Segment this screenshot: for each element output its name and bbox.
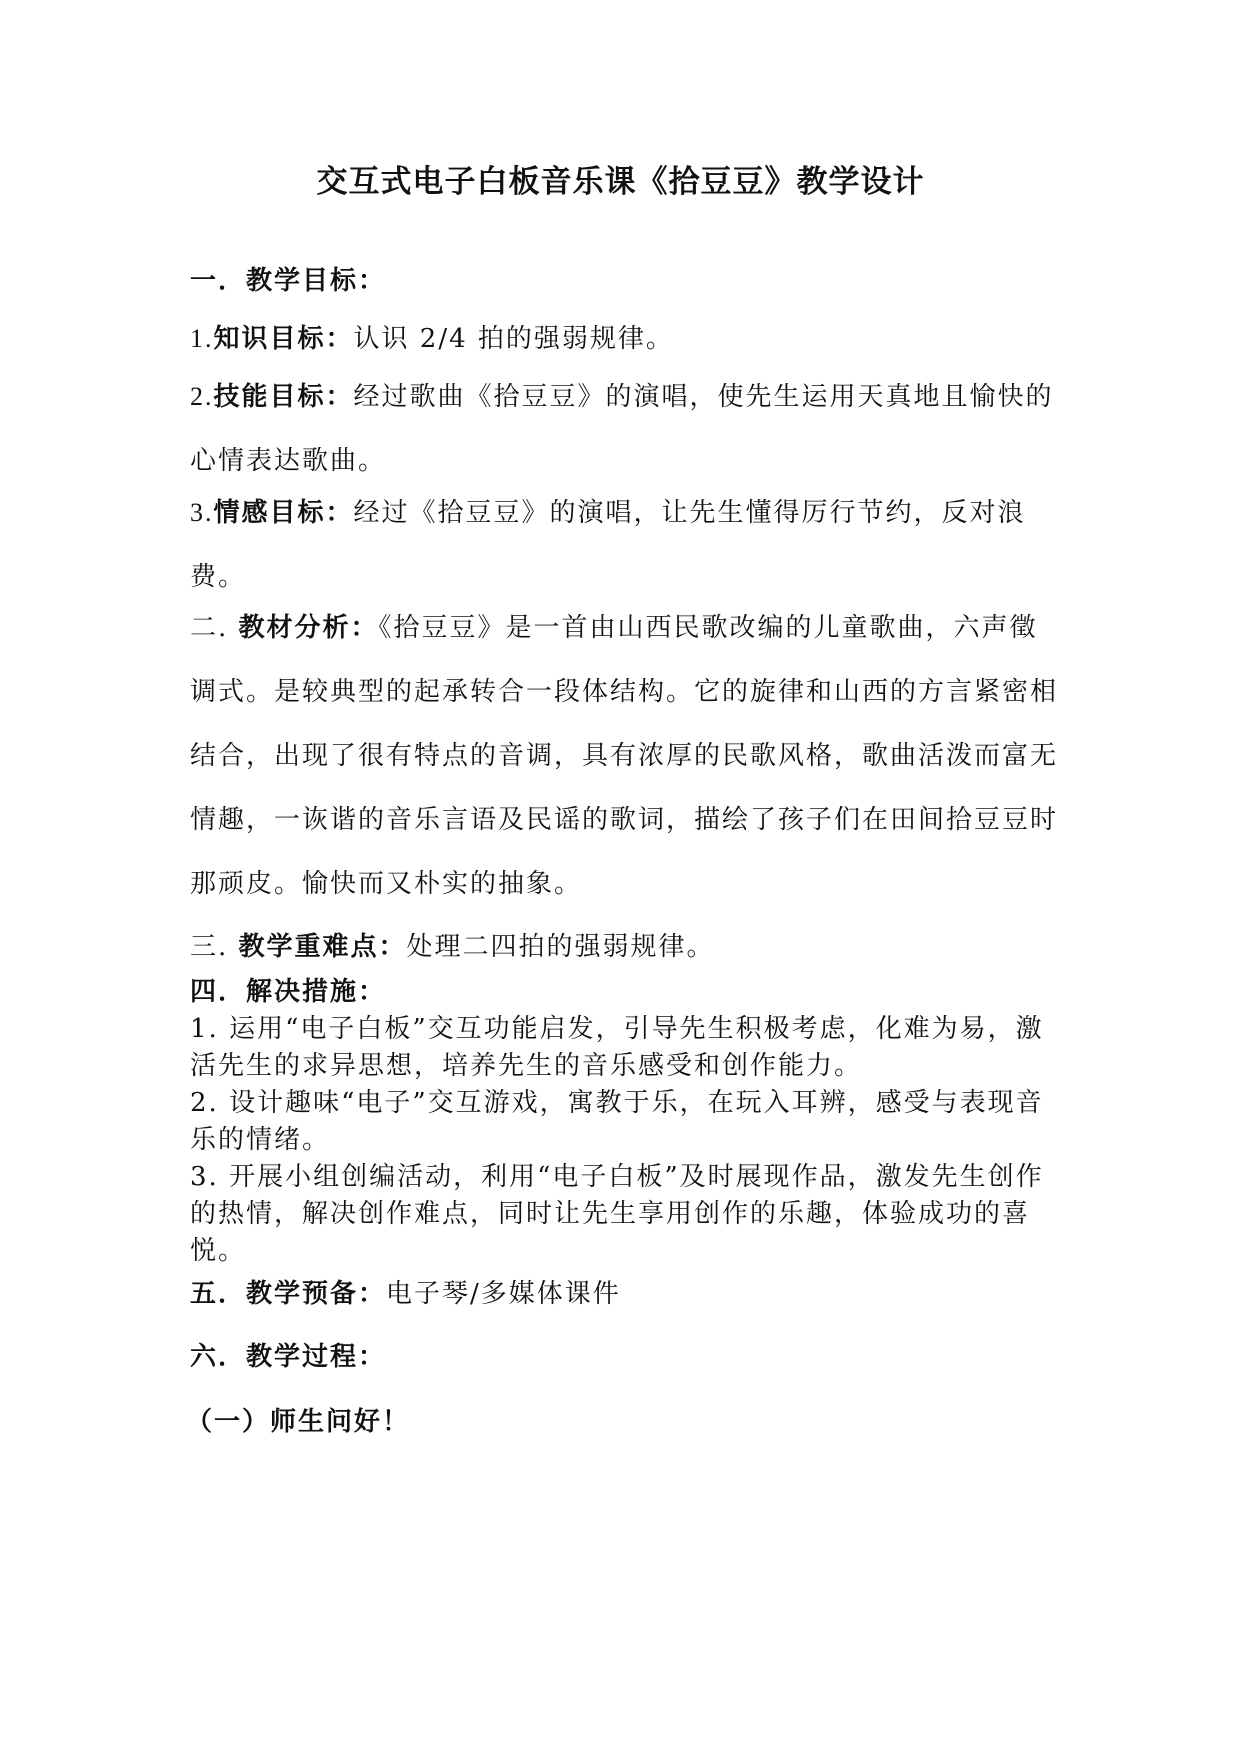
key-points-label: 教学重难点： <box>238 932 407 962</box>
process-step-greeting: （一）师生问好！ <box>186 1407 411 1437</box>
objective-emotion-label: 情感目标： <box>213 498 354 528</box>
measures-heading: 四．解决措施： <box>190 977 387 1007</box>
measure-item: 3. 开展小组创编活动，利用“电子白板”及时展现作品，激发先生创作的热情，解决创作难点，同时让先生享用创作的乐趣，体验成功的喜悦。 <box>190 1162 1044 1266</box>
analysis-number: 二. <box>190 613 229 643</box>
objective-emotion <box>190 481 1058 609</box>
analysis-label: 教材分析： <box>238 613 379 643</box>
objective-knowledge <box>190 307 1058 371</box>
objective-skill <box>190 365 1058 493</box>
analysis-text: 《拾豆豆》是一首由山西民歌改编的儿童歌曲，六声徵调式。是较典型的起承转合一段体结构。它的旋律和山西的方言紧密相结合，出现了很有特点的音调，具有浓厚的民歌风格，歌曲活泼而富无情趣，一诙谐的音乐言语及民谣的歌词，描绘了孩子们在田间拾豆豆时那顽皮。愉快而又朴实的抽象。 <box>190 613 1059 899</box>
document-title: 交互式电子白板音乐课《拾豆豆》教学设计 <box>316 164 925 200</box>
objective-emotion-number: 3. <box>190 498 214 527</box>
preparation-label: 五．教学预备： <box>190 1279 387 1309</box>
measure-item: 1. 运用“电子白板”交互功能启发，引导先生积极考虑，化难为易，激活先生的求异思想，培养先生的音乐感受和创作能力。 <box>190 1014 1044 1081</box>
key-points <box>190 915 1058 979</box>
preparation-text: 电子琴/多媒体课件 <box>386 1279 621 1309</box>
objective-knowledge-text: 认识 2/4 拍的强弱规律。 <box>353 324 674 354</box>
material-analysis <box>190 596 1058 916</box>
objective-emotion-text: 经过《拾豆豆》的演唱，让先生懂得厉行节约，反对浪费。 <box>190 498 1026 592</box>
measure-item: 2. 设计趣味“电子”交互游戏，寓教于乐，在玩入耳辨，感受与表现音乐的情绪。 <box>190 1088 1044 1155</box>
key-points-text: 处理二四拍的强弱规律。 <box>406 932 715 962</box>
objective-skill-text: 经过歌曲《拾豆豆》的演唱，使先生运用天真地且愉快的心情表达歌曲。 <box>190 382 1054 476</box>
teaching-preparation <box>190 1262 1058 1326</box>
objective-skill-label: 技能目标： <box>213 382 354 412</box>
objectives-heading: 一．教学目标： <box>190 266 387 296</box>
objective-knowledge-number: 1. <box>190 324 214 353</box>
objective-knowledge-label: 知识目标： <box>213 324 354 354</box>
objective-skill-number: 2. <box>190 382 214 411</box>
key-points-number: 三. <box>190 932 229 962</box>
process-heading: 六．教学过程： <box>190 1342 387 1372</box>
